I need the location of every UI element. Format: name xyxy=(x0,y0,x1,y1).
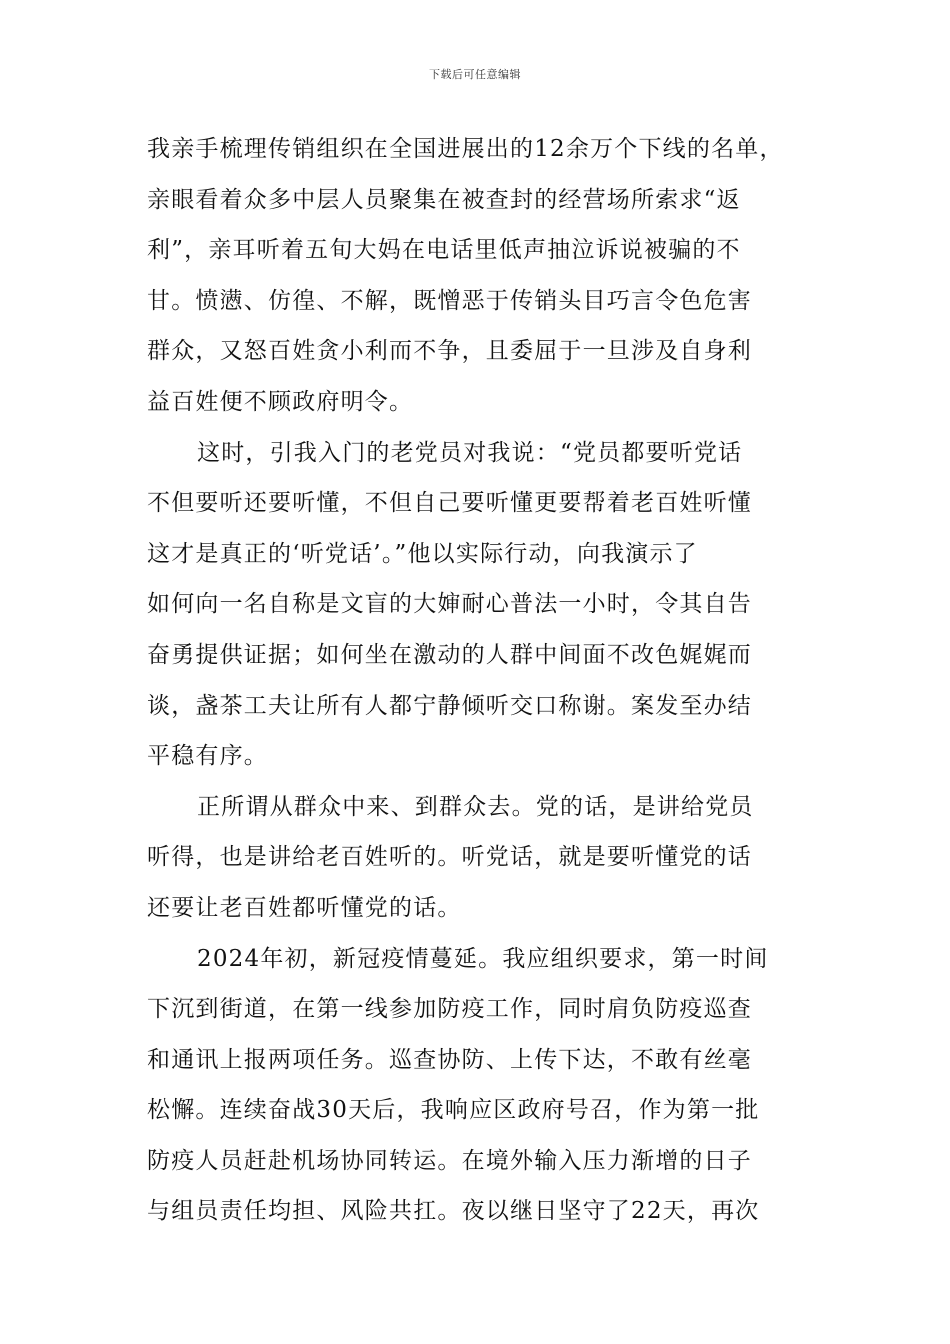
text-line: 与组员责任均担、风险共扛。夜以继日坚守了22天，再次 xyxy=(147,1198,760,1225)
text-line: 这才是真正的‘听党话’。”他以实际行动，向我演示了 xyxy=(147,540,698,567)
text-line: 还要让老百姓都听懂党的话。 xyxy=(147,894,462,921)
paragraph-2 xyxy=(147,428,812,782)
text-line: 防疫人员赶赴机场协同转运。在境外输入压力渐增的日子 xyxy=(147,1147,752,1174)
text-line: 甘。愤懑、仿徨、不解，既憎恶于传销头目巧言令色危害 xyxy=(147,287,752,314)
text-line: 2024年初，新冠疫情蔓延。我应组织要求，第一时间 xyxy=(197,945,769,972)
text-line: 不但要听还要听懂，不但自己要听懂更要帮着老百姓听懂 xyxy=(147,490,752,517)
text-line: 正所谓从群众中来、到群众去。党的话，是讲给党员 xyxy=(197,793,754,820)
text-line: 群众，又怒百姓贪小利而不争，且委屈于一旦涉及自身利 xyxy=(147,338,752,365)
text-line: 和通讯上报两项任务。巡查协防、上传下达，不敢有丝毫 xyxy=(147,1046,752,1073)
document-body xyxy=(147,124,812,1237)
paragraph-4 xyxy=(147,934,812,1238)
text-line: 利”，亲耳听着五旬大妈在电话里低声抽泣诉说被骗的不 xyxy=(147,237,741,264)
text-line: 松懈。连续奋战30天后，我响应区政府号召，作为第一批 xyxy=(147,1097,760,1124)
text-line: 听得，也是讲给老百姓听的。听党话，就是要听懂党的话 xyxy=(147,844,752,871)
paragraph-3 xyxy=(147,782,812,934)
text-line: 这时，引我入门的老党员对我说：“党员都要听党话 xyxy=(197,439,743,466)
text-line: 下沉到街道，在第一线参加防疫工作，同时肩负防疫巡查 xyxy=(147,996,752,1023)
page-header-note: 下载后可任意编辑 xyxy=(429,68,521,81)
text-line: 奋勇提供证据；如何坐在激动的人群中间面不改色娓娓而 xyxy=(147,641,752,668)
text-line: 益百姓便不顾政府明令。 xyxy=(147,388,414,415)
text-line: 我亲手梳理传销组织在全国进展出的12余万个下线的名单， xyxy=(147,136,784,162)
paragraph-1 xyxy=(147,124,812,428)
text-line: 谈，盏茶工夫让所有人都宁静倾听交口称谢。案发至办结 xyxy=(147,692,752,719)
text-line: 如何向一名自称是文盲的大婶耐心普法一小时，令其自告 xyxy=(147,591,752,618)
text-line: 亲眼看着众多中层人员聚集在被查封的经营场所索求“返 xyxy=(147,186,741,213)
text-line: 平稳有序。 xyxy=(147,743,268,770)
